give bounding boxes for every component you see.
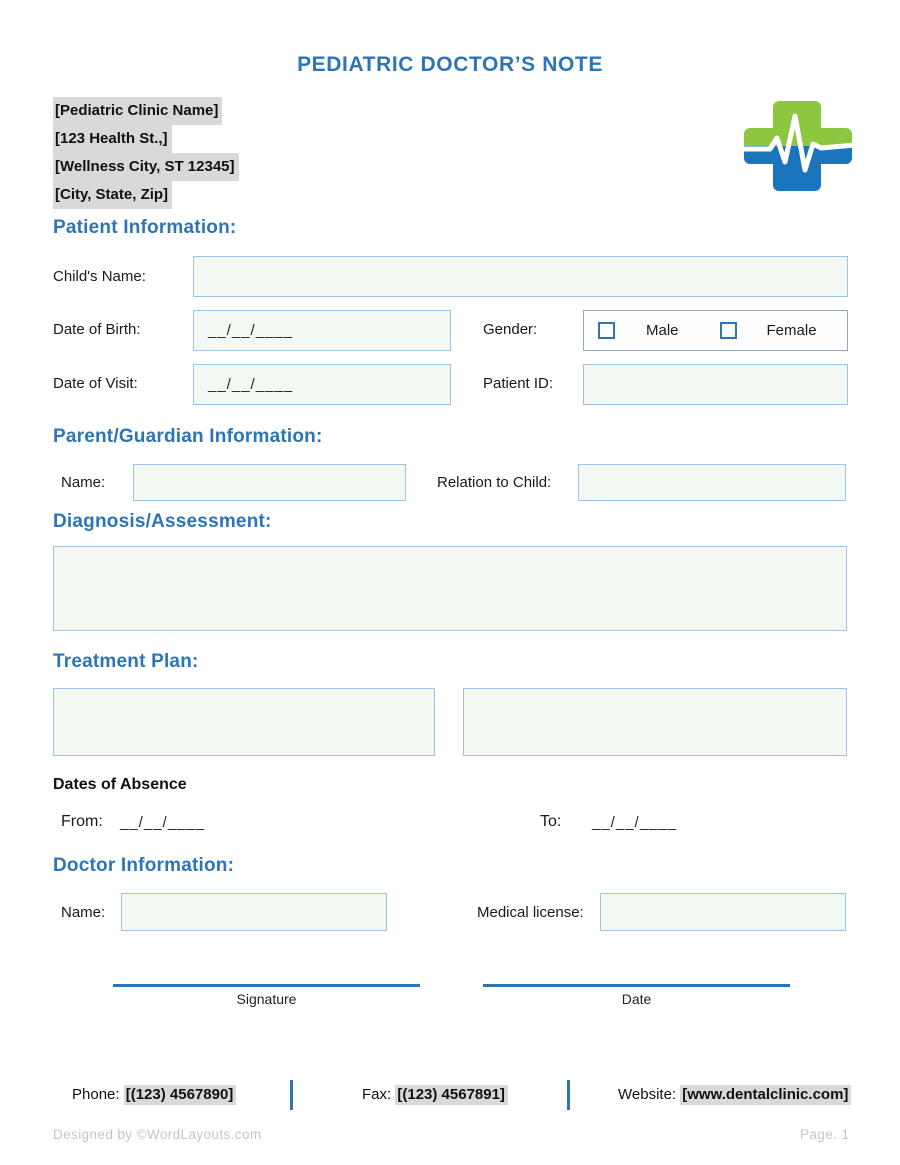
website-label: Website: — [618, 1086, 677, 1103]
male-checkbox[interactable] — [598, 322, 615, 339]
clinic-name-line — [53, 97, 239, 125]
date-of-visit-label: Date of Visit: — [53, 375, 138, 392]
treatment-plan-heading: Treatment Plan: — [53, 651, 199, 672]
doctor-name-input[interactable] — [121, 893, 387, 931]
female-checkbox[interactable] — [720, 322, 737, 339]
signature-label: Signature — [236, 991, 297, 1007]
signature-line[interactable] — [113, 984, 420, 987]
patient-information-heading: Patient Information: — [53, 217, 237, 238]
parent-name-input[interactable] — [133, 464, 406, 501]
treatment-plan-right-textarea[interactable] — [463, 688, 847, 756]
website-value[interactable]: [www.dentalclinic.com] — [680, 1085, 851, 1105]
clinic-city-text: [Wellness City, ST 12345] — [53, 153, 239, 181]
footer-phone — [72, 1086, 236, 1103]
relation-to-child-label: Relation to Child: — [437, 474, 552, 491]
clinic-zip-line — [53, 181, 239, 209]
date-line[interactable] — [483, 984, 790, 987]
female-label: Female — [766, 322, 817, 339]
clinic-street-line — [53, 125, 239, 153]
date-label: Date — [621, 991, 652, 1007]
patient-id-input[interactable] — [583, 364, 848, 405]
absence-to-label: To: — [540, 813, 562, 830]
dates-of-absence-heading: Dates of Absence — [53, 776, 187, 793]
medical-license-label: Medical license: — [477, 904, 584, 921]
absence-from-label: From: — [61, 813, 103, 830]
footer-divider-right — [567, 1080, 570, 1110]
doctor-information-heading: Doctor Information: — [53, 855, 235, 876]
diagnosis-textarea[interactable] — [53, 546, 847, 631]
footer-website — [618, 1086, 851, 1103]
medical-cross-heartbeat-icon — [743, 98, 855, 194]
date-of-birth-input[interactable] — [193, 310, 451, 351]
footer-divider-left — [290, 1080, 293, 1110]
clinic-zip-text: [City, State, Zip] — [53, 181, 172, 209]
absence-from-date-field[interactable]: __/__/____ — [120, 814, 206, 831]
treatment-plan-left-textarea[interactable] — [53, 688, 435, 756]
gender-label: Gender: — [483, 321, 538, 338]
fax-label: Fax: — [362, 1086, 392, 1103]
clinic-address-block — [53, 97, 239, 209]
date-of-birth-label: Date of Birth: — [53, 321, 141, 338]
patient-id-label: Patient ID: — [483, 375, 554, 392]
date-of-visit-input[interactable] — [193, 364, 451, 405]
gender-options-box — [583, 310, 848, 351]
doctor-name-label: Name: — [61, 904, 106, 921]
page-number: Page. 1 — [800, 1127, 850, 1142]
date-of-birth-placeholder: __/__/____ — [208, 322, 294, 339]
fax-value: [(123) 4567891] — [395, 1085, 508, 1105]
footer-fax — [362, 1086, 508, 1103]
designer-credit: Designed by ©WordLayouts.com — [53, 1127, 262, 1142]
parent-guardian-heading: Parent/Guardian Information: — [53, 426, 323, 447]
clinic-street-text: [123 Health St.,] — [53, 125, 172, 153]
medical-license-input[interactable] — [600, 893, 846, 931]
date-of-visit-placeholder: __/__/____ — [208, 376, 294, 393]
absence-to-date-field[interactable]: __/__/____ — [592, 814, 678, 831]
phone-value: [(123) 4567890] — [124, 1085, 237, 1105]
phone-label: Phone: — [72, 1086, 120, 1103]
child-name-input[interactable] — [193, 256, 848, 297]
clinic-name-text: [Pediatric Clinic Name] — [53, 97, 222, 125]
diagnosis-heading: Diagnosis/Assessment: — [53, 511, 272, 532]
child-name-label: Child's Name: — [53, 268, 146, 285]
male-label: Male — [646, 322, 679, 339]
relation-to-child-input[interactable] — [578, 464, 846, 501]
clinic-city-line — [53, 153, 239, 181]
parent-name-label: Name: — [61, 474, 106, 491]
page-title: PEDIATRIC DOCTOR’S NOTE — [297, 53, 603, 76]
